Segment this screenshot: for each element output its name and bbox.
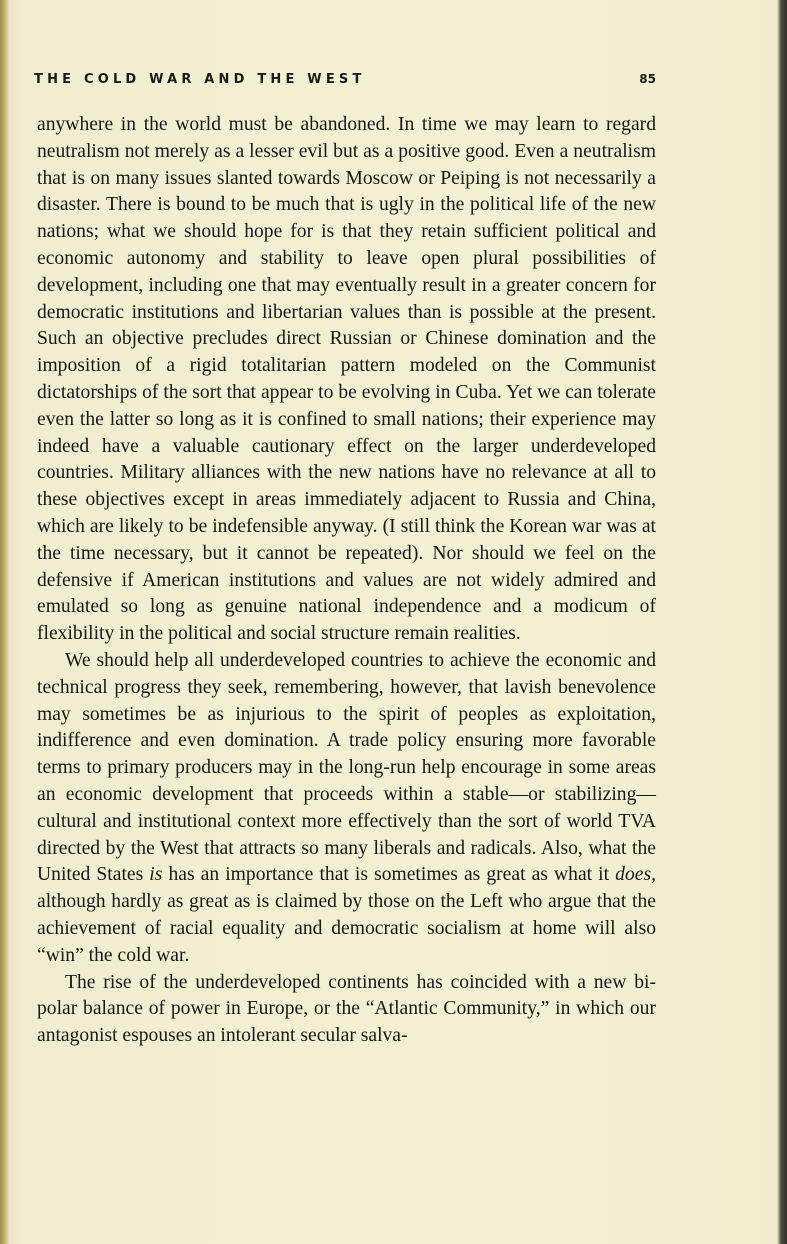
page-edge-shadow — [777, 0, 787, 1244]
running-title: THE COLD WAR AND THE WEST — [34, 72, 366, 87]
paragraph-1 — [37, 112, 656, 648]
paragraph-2-text-a: We should help all underdeveloped countries to achieve the economic and technical progress they seek, remembering, however, that lavish benevolence may sometimes be as injurious to the spirit of peoples as exploitation, indifference and even domination. A trade policy ensuring more favorable terms to primary producers may in the long-run help encourage in some areas an economic development that proceeds within a stable—or stabilizing—cultural and institutional context more effectively than the sort of world TVA directed by the West that attracts so many liberals and radicals. Also, what the United States — [37, 649, 656, 886]
paragraph-2-text-b: has an importance that is sometimes as great as what it — [162, 864, 616, 886]
body-text — [37, 112, 656, 1050]
paragraph-3 — [37, 970, 656, 1050]
paragraph-2 — [37, 648, 656, 970]
paragraph-2-text-c: although hardly as great as is claimed by those on the Left who argue that the achievement of racial equality and democratic socialism at home will also “win” the cold war. — [37, 891, 656, 966]
running-head — [34, 72, 656, 92]
page-spine-shadow — [0, 0, 9, 1244]
page-number: 85 — [639, 72, 656, 86]
emphasis-does: does, — [615, 864, 656, 886]
paragraph-3-text: The rise of the underdeveloped continents has coincided with a new bi-polar balance of power in Europe, or the “Atlantic Community,” in which our antagonist espouses an intolerant secular salva- — [37, 971, 656, 1047]
paragraph-1-text: anywhere in the world must be abandoned. In time we may learn to regard neutralism not merely as a lesser evil but as a positive good. Even a neutralism that is on many issues slanted towards Moscow or Peiping is not necessarily a disaster. There is bound to be much that is ugly in the political life of the new nations; what we should hope for is that they retain sufficient political and economic autonomy and stability to leave open plural possibilities of development, including one that may eventually result in a greater concern for democratic institutions and libertarian values than is possible at the present. Such an objective precludes direct Russian or Chinese domination and the imposition of a rigid totalitarian pattern modeled on the Communist dictatorships of the sort that appear to be evolving in Cuba. Yet we can tolerate even the latter so long as it is confined to small nations; their experience may indeed have a valuable cautionary effect on the larger underdeveloped countries. Military alliances with the new nations have no relevance at all to these objectives except in areas immediately adjacent to Russia and China, which are likely to be indefensible anyway. (I still think the Korean war was at the time necessary, but it cannot be repeated). Nor should we feel on the defensive if American institutions and values are not widely admired and emulated so long as genuine national independence and a modicum of flexibility in the political and social structure remain realities. — [37, 114, 656, 645]
emphasis-is: is — [149, 864, 163, 886]
